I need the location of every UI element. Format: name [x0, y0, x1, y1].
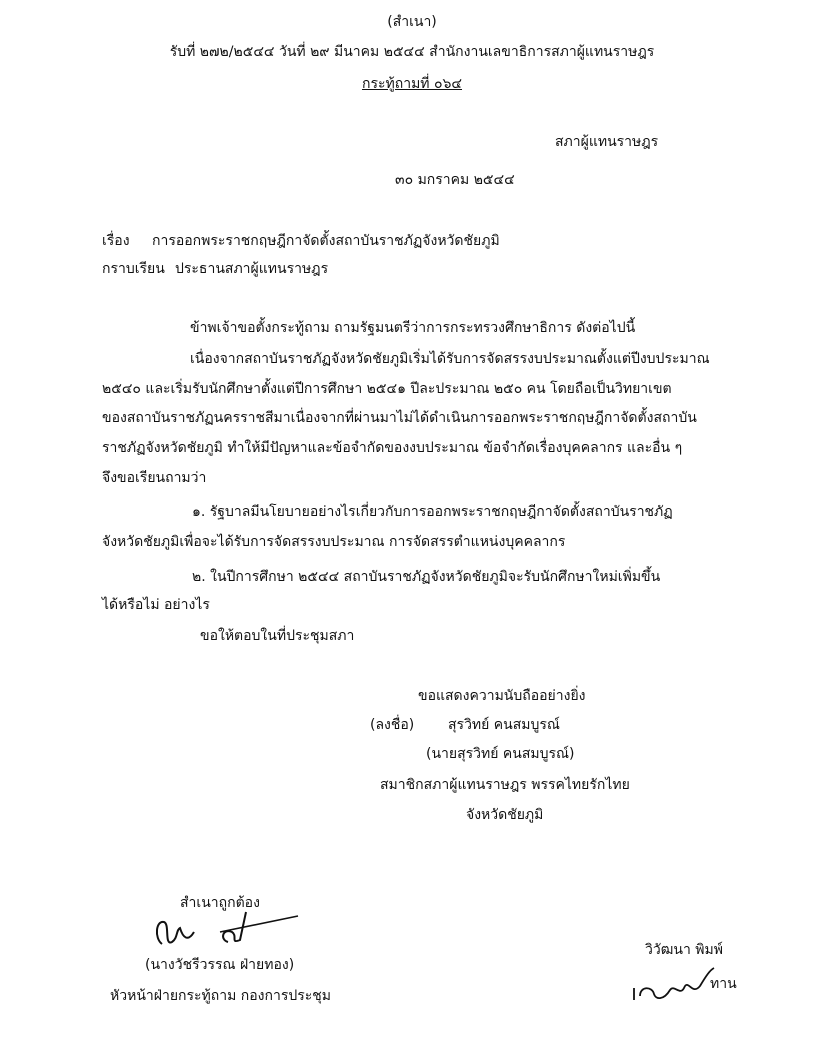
copy-mark: (สำเนา): [387, 14, 437, 30]
body-line: เนื่องจากสถาบันราชภัฏจังหวัดชัยภูมิเริ่มได้รับการจัดสรรงบประมาณตั้งแต่ปีงบประมาณ: [190, 351, 710, 367]
question-number: กระทู้ถามที่ ๐๖๔: [361, 76, 463, 92]
body-line: ราชภัฏจังหวัดชัยภูมิ ทำให้มีปัญหาและข้อจำกัดของงบประมาณ ข้อจำกัดเรื่องบุคคลากร และอื่น ๆ: [102, 440, 683, 456]
sign-label: (ลงชื่อ): [370, 717, 415, 733]
certifier-signature: [150, 908, 300, 953]
answer-request: ขอให้ตอบในที่ประชุมสภา: [200, 628, 355, 644]
salutation-text: ประธานสภาผู้แทนราษฎร: [175, 261, 329, 277]
signer-full-name: (นายสุรวิทย์ คนสมบูรณ์): [426, 746, 575, 762]
receipt-line: รับที่ ๒๗๒/๒๕๔๔ วันที่ ๒๙ มีนาคม ๒๕๔๔ สำนักงานเลขาธิการสภาผู้แทนราษฎร: [169, 44, 655, 60]
recipient-body: สภาผู้แทนราษฎร: [555, 134, 659, 150]
closing-regards: ขอแสดงความนับถืออย่างยิ่ง: [418, 688, 586, 704]
subject-label: เรื่อง: [102, 233, 130, 249]
subject-text: การออกพระราชกฤษฎีกาจัดตั้งสถาบันราชภัฏจังหวัดชัยภูมิ: [152, 233, 500, 249]
question-item-2: ๒. ในปีการศึกษา ๒๕๔๔ สถาบันราชภัฏจังหวัดชัยภูมิจะรับนักศึกษาใหม่เพิ่มขึ้น: [192, 569, 661, 585]
certifier-name: (นางวัชรีวรรณ ฝ่ายทอง): [145, 957, 295, 973]
signer-position: สมาชิกสภาผู้แทนราษฎร พรรคไทยรักไทย: [380, 777, 630, 793]
checker-signature: [630, 966, 720, 1006]
salutation-label: กราบเรียน: [102, 261, 165, 277]
certifier-title: หัวหน้าฝ่ายกระทู้ถาม กองการประชุม: [110, 988, 332, 1004]
checked-mark: ทาน: [710, 976, 737, 992]
body-line: ๒๕๔๐ และเริ่มรับนักศึกษาตั้งแต่ปีการศึกษา ๒๕๔๑ ปีละประมาณ ๒๕๐ คน โดยถือเป็นวิทยาเขต: [102, 381, 672, 397]
certified-copy-label: สำเนาถูกต้อง: [180, 895, 260, 911]
letter-date: ๓๐ มกราคม ๒๕๔๔: [395, 172, 515, 188]
body-line: ได้หรือไม่ อย่างไร: [102, 597, 210, 613]
body-line: จึงขอเรียนถามว่า: [102, 470, 207, 486]
typist-name: วิวัฒนา พิมพ์: [645, 942, 723, 958]
signer-name: สุรวิทย์ คนสมบูรณ์: [448, 717, 560, 733]
body-line: จังหวัดชัยภูมิเพื่อจะได้รับการจัดสรรงบประมาณ การจัดสรรตำแหน่งบุคคลากร: [102, 534, 566, 550]
body-line: ของสถาบันราชภัฏนครราชสีมาเนื่องจากที่ผ่านมาไม่ได้ดำเนินการออกพระราชกฤษฎีกาจัดตั้งสถาบัน: [102, 410, 697, 426]
body-line: ข้าพเจ้าขอตั้งกระทู้ถาม ถามรัฐมนตรีว่าการกระทรวงศึกษาธิการ ดังต่อไปนี้: [190, 320, 636, 336]
signer-province: จังหวัดชัยภูมิ: [466, 807, 544, 823]
question-item-1: ๑. รัฐบาลมีนโยบายอย่างไรเกี่ยวกับการออกพระราชกฤษฎีกาจัดตั้งสถาบันราชภัฏ: [192, 504, 673, 520]
